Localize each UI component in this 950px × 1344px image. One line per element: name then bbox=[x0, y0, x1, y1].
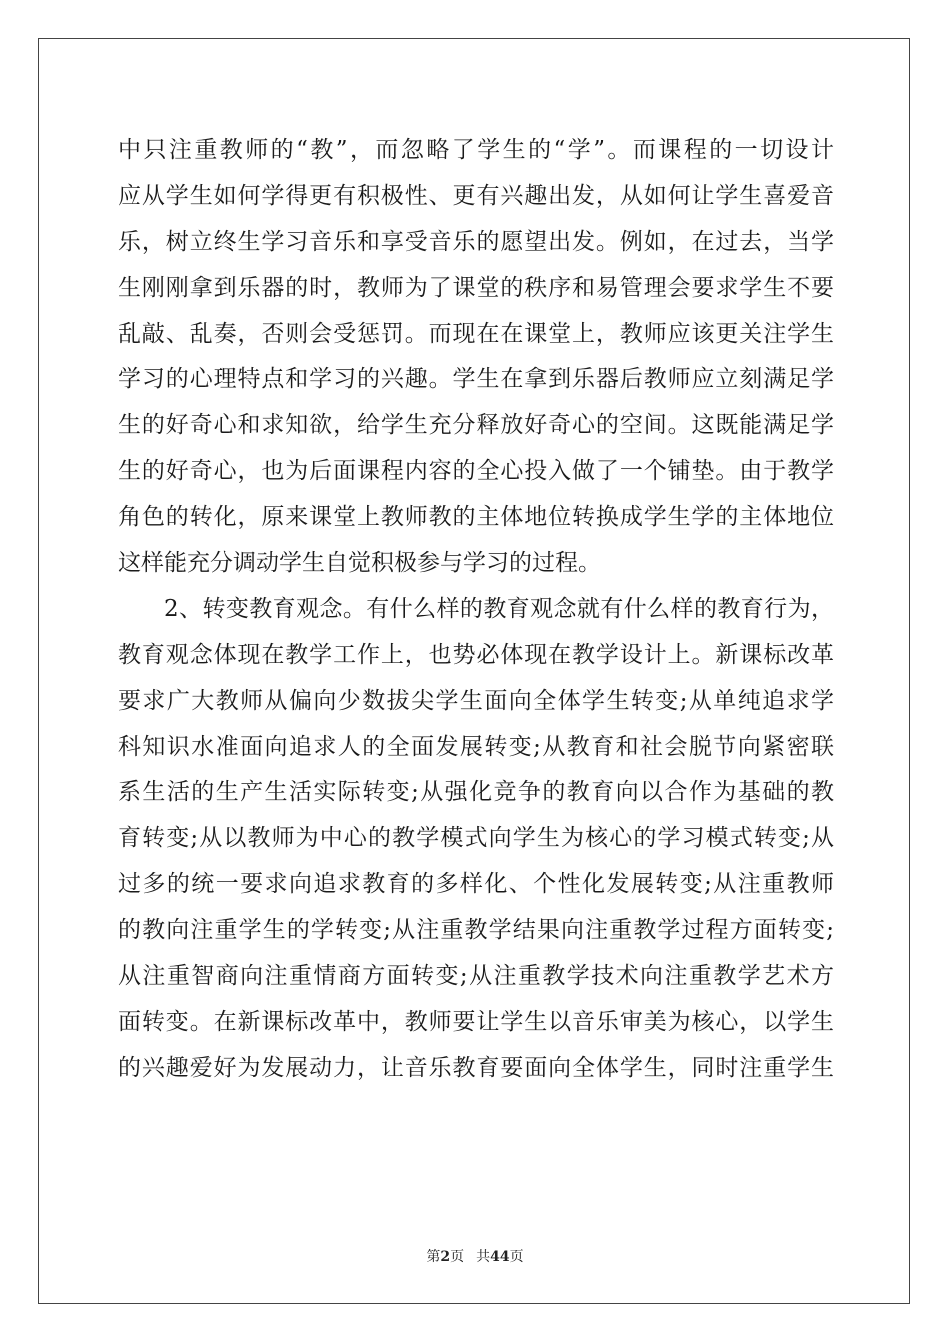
text-line-8: 生的好奇心，也为后面课程内容的全心投入做了一个铺垫。由于教学 bbox=[118, 458, 834, 485]
text-line-18: 的教向注重学生的学转变;从注重教学结果向注重教学过程方面转变; bbox=[118, 917, 834, 944]
text-line-21: 的兴趣爱好为发展动力，让音乐教育要面向全体学生，同时注重学生 bbox=[118, 1054, 834, 1081]
document-body bbox=[118, 128, 834, 1092]
text-line-15: 系生活的生产生活实际转变;从强化竞争的教育向以合作为基础的教 bbox=[118, 779, 834, 806]
text-line-1: 中只注重教师的“教”，而忽略了学生的“学”。而课程的一切设计 bbox=[118, 137, 834, 163]
footer-total-prefix: 共 bbox=[476, 1249, 491, 1265]
footer-page-unit: 页 bbox=[450, 1249, 465, 1265]
text-line-4: 生刚刚拿到乐器的时，教师为了课堂的秩序和易管理会要求学生不要 bbox=[118, 274, 834, 301]
footer-prefix: 第 bbox=[426, 1249, 441, 1265]
footer-total-unit: 页 bbox=[509, 1249, 524, 1265]
text-line-5: 乱敲、乱奏，否则会受惩罚。而现在在课堂上，教师应该更关注学生 bbox=[118, 320, 834, 347]
text-line-19: 从注重智商向注重情商方面转变;从注重教学技术向注重教学艺术方 bbox=[118, 963, 834, 990]
text-line-11: 2、转变教育观念。有什么样的教育观念就有什么样的教育行为， bbox=[164, 595, 834, 622]
text-line-2: 应从学生如何学得更有积极性、更有兴趣出发，从如何让学生喜爱音 bbox=[118, 182, 834, 209]
text-line-16: 育转变;从以教师为中心的教学模式向学生为核心的学习模式转变;从 bbox=[118, 825, 834, 852]
text-line-9: 角色的转化，原来课堂上教师教的主体地位转换成学生学的主体地位 bbox=[118, 504, 834, 531]
current-page-number: 2 bbox=[440, 1249, 451, 1265]
text-line-17: 过多的统一要求向追求教育的多样化、个性化发展转变;从注重教师 bbox=[118, 871, 834, 898]
page-footer bbox=[0, 1246, 950, 1266]
text-line-7: 生的好奇心和求知欲，给学生充分释放好奇心的空间。这既能满足学 bbox=[118, 412, 834, 439]
text-line-20: 面转变。在新课标改革中，教师要让学生以音乐审美为核心，以学生 bbox=[118, 1008, 834, 1035]
text-line-13: 要求广大教师从偏向少数拔尖学生面向全体学生转变;从单纯追求学 bbox=[118, 687, 834, 714]
text-line-14: 科知识水准面向追求人的全面发展转变;从教育和社会脱节向紧密联 bbox=[118, 733, 834, 760]
text-line-10: 这样能充分调动学生自觉积极参与学习的过程。 bbox=[118, 550, 601, 577]
text-line-12: 教育观念体现在教学工作上，也势必体现在教学设计上。新课标改革 bbox=[118, 641, 834, 668]
text-line-3: 乐，树立终生学习音乐和享受音乐的愿望出发。例如，在过去，当学 bbox=[118, 228, 834, 255]
text-line-6: 学习的心理特点和学习的兴趣。学生在拿到乐器后教师应立刻满足学 bbox=[118, 366, 834, 393]
total-page-count: 44 bbox=[490, 1249, 510, 1265]
